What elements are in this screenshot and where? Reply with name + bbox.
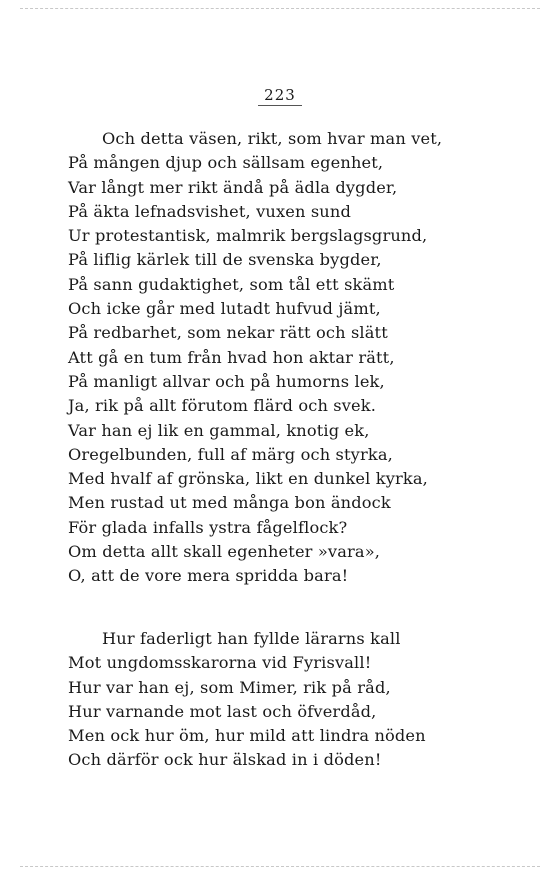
- verse-line: Och detta väsen, rikt, som hvar man vet,: [102, 129, 443, 148]
- verse-line: Ur protestantisk, malmrik bergslagsgrund,: [68, 226, 428, 246]
- verse-line: För glada infalls ystra fågelflock?: [68, 517, 348, 537]
- verse-line: Hur varnande mot last och öfverdåd,: [68, 701, 377, 721]
- verse-line: Men rustad ut med många bon ändock: [68, 493, 391, 513]
- verse-line: På liflig kärlek till de svenska bygder,: [68, 250, 382, 270]
- verse-line: Hur faderligt han fyllde lärarns kall: [102, 629, 401, 648]
- verse-line: På mången djup och sällsam egenhet,: [68, 153, 384, 173]
- verse-line: På manligt allvar och på humorns lek,: [68, 371, 385, 391]
- verse-line: På redbarhet, som nekar rätt och slätt: [68, 323, 388, 343]
- verse-line: Att gå en tum från hvad hon aktar rätt,: [68, 347, 395, 367]
- verse-line: Hur var han ej, som Mimer, rik på råd,: [68, 677, 391, 697]
- verse-line: O, att de vore mera spridda bara!: [68, 566, 349, 586]
- verse-line: Om detta allt skall egenheter »vara»,: [68, 542, 381, 562]
- verse-line: Oregelbunden, full af märg och styrka,: [68, 444, 393, 464]
- verse-line: Mot ungdomsskarorna vid Fyrisvall!: [68, 653, 372, 673]
- verse-line: Var han ej lik en gammal, knotig ek,: [68, 420, 370, 440]
- verse-line: Och icke går med lutadt hufvud jämt,: [68, 299, 381, 319]
- verse-line: På äkta lefnadsvishet, vuxen sund: [68, 201, 351, 221]
- page-number: [0, 86, 560, 106]
- page-bottom-edge: [20, 866, 540, 867]
- stanza: [68, 127, 443, 589]
- verse-line: Ja, rik på allt förutom flärd och svek.: [68, 396, 377, 416]
- verse-line: Men ock hur öm, hur mild att lindra nöden: [68, 726, 426, 746]
- verse-line: Med hvalf af grönska, likt en dunkel kyrka,: [68, 469, 428, 489]
- page-number-text: 223: [258, 86, 302, 106]
- verse-line: Var långt mer rikt ändå på ädla dygder,: [68, 177, 398, 197]
- verse-line: Och därför ock hur älskad in i döden!: [68, 750, 382, 770]
- verse-line: På sann gudaktighet, som tål ett skämt: [68, 274, 395, 294]
- page-top-edge: [20, 8, 540, 9]
- stanza: [68, 627, 440, 773]
